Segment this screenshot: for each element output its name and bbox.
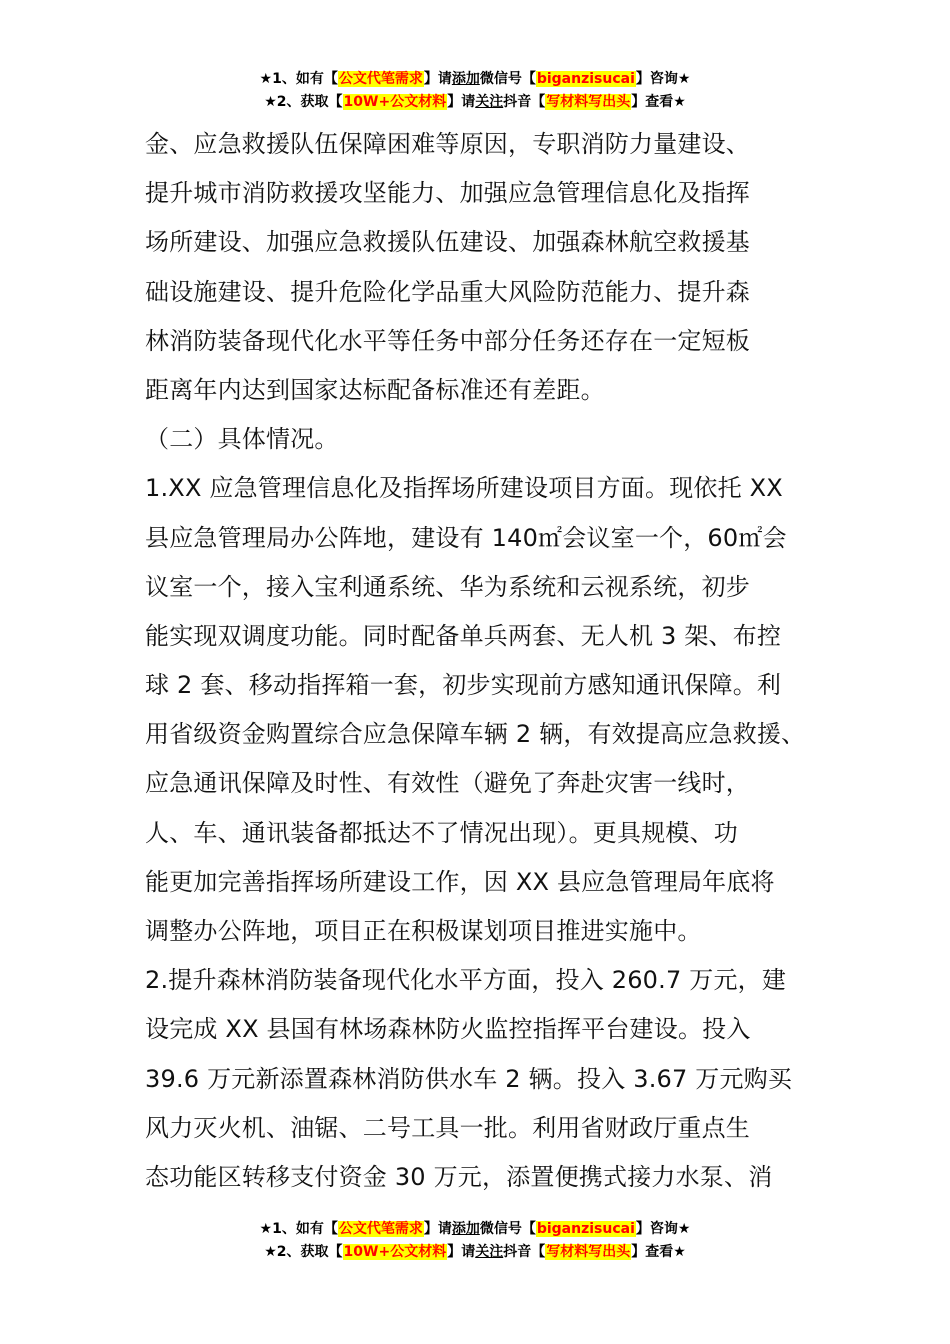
banner-text: 】咨询 — [635, 1221, 678, 1237]
document-body — [145, 120, 825, 1202]
highlight-account: 写材料写出头 — [546, 94, 631, 110]
star-icon: ★ — [264, 1244, 277, 1260]
banner-text: 】请 — [423, 71, 452, 87]
highlight-materials: 10W+公文材料 — [343, 94, 447, 110]
header-banner — [0, 68, 950, 114]
text-line: 能实现双调度功能。同时配备单兵两套、无人机 3 架、布控 — [145, 621, 782, 650]
banner-underlined: 添加 — [451, 71, 480, 87]
text-line: 场所建设、加强应急救援队伍建设、加强森林航空救援基 — [145, 228, 750, 257]
banner-text: 抖音【 — [503, 1244, 546, 1260]
star-icon: ★ — [259, 1221, 273, 1237]
banner-text: 】请 — [423, 1221, 452, 1237]
banner-text: 】咨询 — [635, 71, 678, 87]
highlight-service: 公文代笔需求 — [338, 71, 423, 87]
banner-line-2 — [0, 1241, 950, 1264]
text-line: 态功能区转移支付资金 30 万元，添置便携式接力水泵、消 — [145, 1162, 773, 1191]
text-line: 1.XX 应急管理信息化及指挥场所建设项目方面。现依托 XX — [145, 474, 783, 503]
banner-line-1 — [0, 1218, 950, 1241]
footer-banner — [0, 1218, 950, 1264]
star-icon: ★ — [259, 71, 273, 87]
banner-text: 微信号【 — [479, 71, 536, 87]
banner-text: 2、获取【 — [276, 1244, 343, 1260]
banner-line-2 — [0, 91, 950, 114]
banner-text: 2、获取【 — [276, 94, 343, 110]
text-line: 距离年内达到国家达标配备标准还有差距。 — [145, 375, 605, 404]
highlight-materials: 10W+公文材料 — [343, 1244, 447, 1260]
text-line: 林消防装备现代化水平等任务中部分任务还存在一定短板 — [145, 326, 750, 355]
highlight-account: 写材料写出头 — [546, 1244, 631, 1260]
highlight-wechat-id: biganzisucai — [536, 1221, 635, 1237]
text-line: 能更加完善指挥场所建设工作，因 XX 县应急管理局年底将 — [145, 867, 775, 896]
banner-line-1 — [0, 68, 950, 91]
text-line: 39.6 万元新添置森林消防供水车 2 辆。投入 3.67 万元购买 — [145, 1064, 793, 1093]
star-icon: ★ — [264, 94, 277, 110]
star-icon: ★ — [673, 1244, 686, 1260]
text-line: 风力灭火机、油锯、二号工具一批。利用省财政厅重点生 — [145, 1113, 750, 1142]
star-icon: ★ — [677, 1221, 691, 1237]
banner-text: 1、如有【 — [272, 71, 338, 87]
banner-text: 】请 — [447, 94, 476, 110]
banner-underlined: 关注 — [475, 94, 504, 110]
banner-text: 1、如有【 — [272, 1221, 338, 1237]
section-heading: （二）具体情况。 — [145, 425, 339, 454]
highlight-wechat-id: biganzisucai — [536, 71, 635, 87]
text-line: 金、应急救援队伍保障困难等原因，专职消防力量建设、 — [145, 130, 750, 158]
highlight-service: 公文代笔需求 — [338, 1221, 423, 1237]
banner-text: 】查看 — [631, 1244, 674, 1260]
text-line: 提升城市消防救援攻坚能力、加强应急管理信息化及指挥 — [145, 179, 750, 208]
text-line: 用省级资金购置综合应急保障车辆 2 辆，有效提高应急救援、 — [145, 720, 806, 749]
banner-text: 抖音【 — [503, 94, 546, 110]
banner-underlined: 关注 — [475, 1244, 504, 1260]
text-line: 议室一个，接入宝利通系统、华为系统和云视系统，初步 — [145, 572, 750, 601]
text-line: 人、车、通讯装备都抵达不了情况出现）。更具规模、功 — [145, 818, 738, 847]
text-line: 础设施建设、提升危险化学品重大风险防范能力、提升森 — [145, 277, 750, 306]
star-icon: ★ — [677, 71, 691, 87]
text-line: 调整办公阵地，项目正在积极谋划项目推进实施中。 — [145, 917, 702, 945]
banner-underlined: 添加 — [451, 1221, 480, 1237]
text-line: 设完成 XX 县国有林场森林防火监控指挥平台建设。投入 — [145, 1015, 751, 1044]
banner-text: 】查看 — [631, 94, 674, 110]
star-icon: ★ — [673, 94, 686, 110]
banner-text: 微信号【 — [479, 1221, 536, 1237]
text-line: 县应急管理局办公阵地，建设有 140㎡会议室一个，60㎡会 — [145, 523, 787, 552]
text-line: 球 2 套、移动指挥箱一套，初步实现前方感知通讯保障。利 — [145, 671, 782, 700]
text-line: 应急通讯保障及时性、有效性（避免了奔赴灾害一线时， — [145, 769, 750, 798]
banner-text: 】请 — [447, 1244, 476, 1260]
text-line: 2.提升森林消防装备现代化水平方面，投入 260.7 万元，建 — [145, 966, 787, 995]
